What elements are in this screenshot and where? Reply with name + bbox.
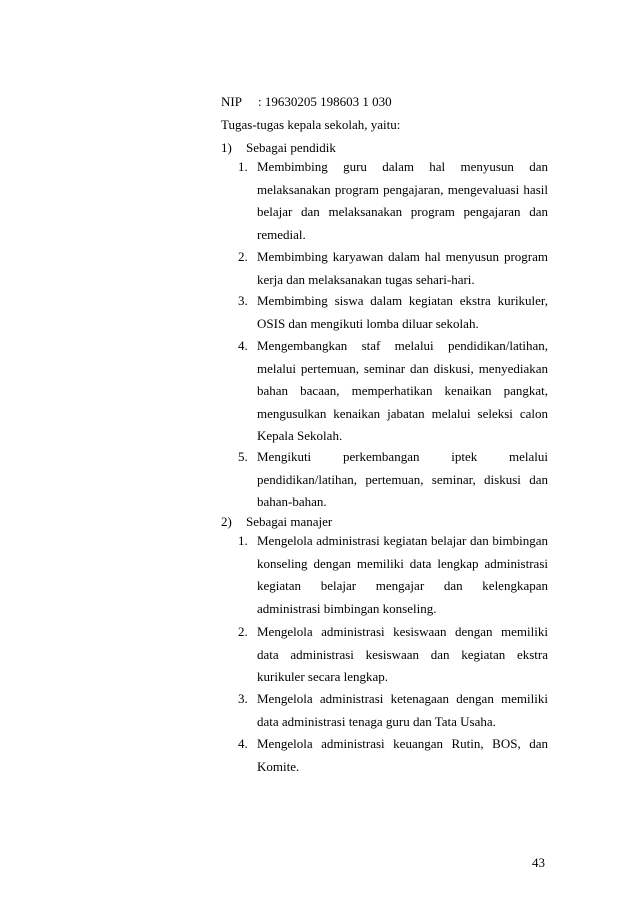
page-number: 43 bbox=[532, 855, 545, 870]
nip-value: : 19630205 198603 1 030 bbox=[258, 94, 392, 109]
section-heading: 2) Sebagai manajer bbox=[221, 514, 333, 529]
list-item: 4. Mengembangkan staf melalui pendidikan/latihan, melalui pertemuan, seminar dan diskusi, menyediakan bahan bacaan, memperhatikan kenaikan pangkat, mengusulkan kenaikan jabatan melalui seleksi calon Kepala Sekolah. bbox=[238, 338, 548, 443]
list-item: 3. Mengelola administrasi ketenagaan dengan memiliki data administrasi tenaga guru dan Tata Usaha. bbox=[238, 691, 548, 729]
list-item: 2. Mengelola administrasi kesiswaan dengan memiliki data administrasi kesiswaan dan kegiatan ekstra kurikuler secara lengkap. bbox=[238, 624, 548, 684]
section-heading: 1) Sebagai pendidik bbox=[221, 140, 336, 155]
list-item: 1. Mengelola administrasi kegiatan belajar dan bimbingan konseling dengan memiliki data lengkap administrasi kegiatan belajar mengajar dan kelengkapan administrasi bimbingan konseling. bbox=[238, 533, 548, 616]
list-item: 1. Membimbing guru dalam hal menyusun dan melaksanakan program pengajaran, mengevaluasi hasil belajar dan melaksanakan program pengajaran dan remedial. bbox=[238, 159, 548, 242]
nip-label: NIP bbox=[221, 94, 242, 109]
list-item: 2. Membimbing karyawan dalam hal menyusun program kerja dan melaksanakan tugas sehari-hari. bbox=[238, 249, 548, 287]
list-item: 3. Membimbing siswa dalam kegiatan ekstra kurikuler, OSIS dan mengikuti lomba diluar sekolah. bbox=[238, 293, 548, 331]
list-item: 5. Mengikuti perkembangan iptek melalui pendidikan/latihan, pertemuan, seminar, diskusi dan bahan-bahan. bbox=[238, 449, 548, 509]
intro-text: Tugas-tugas kepala sekolah, yaitu: bbox=[221, 117, 401, 132]
list-item: 4. Mengelola administrasi keuangan Rutin, BOS, dan Komite. bbox=[238, 736, 548, 774]
